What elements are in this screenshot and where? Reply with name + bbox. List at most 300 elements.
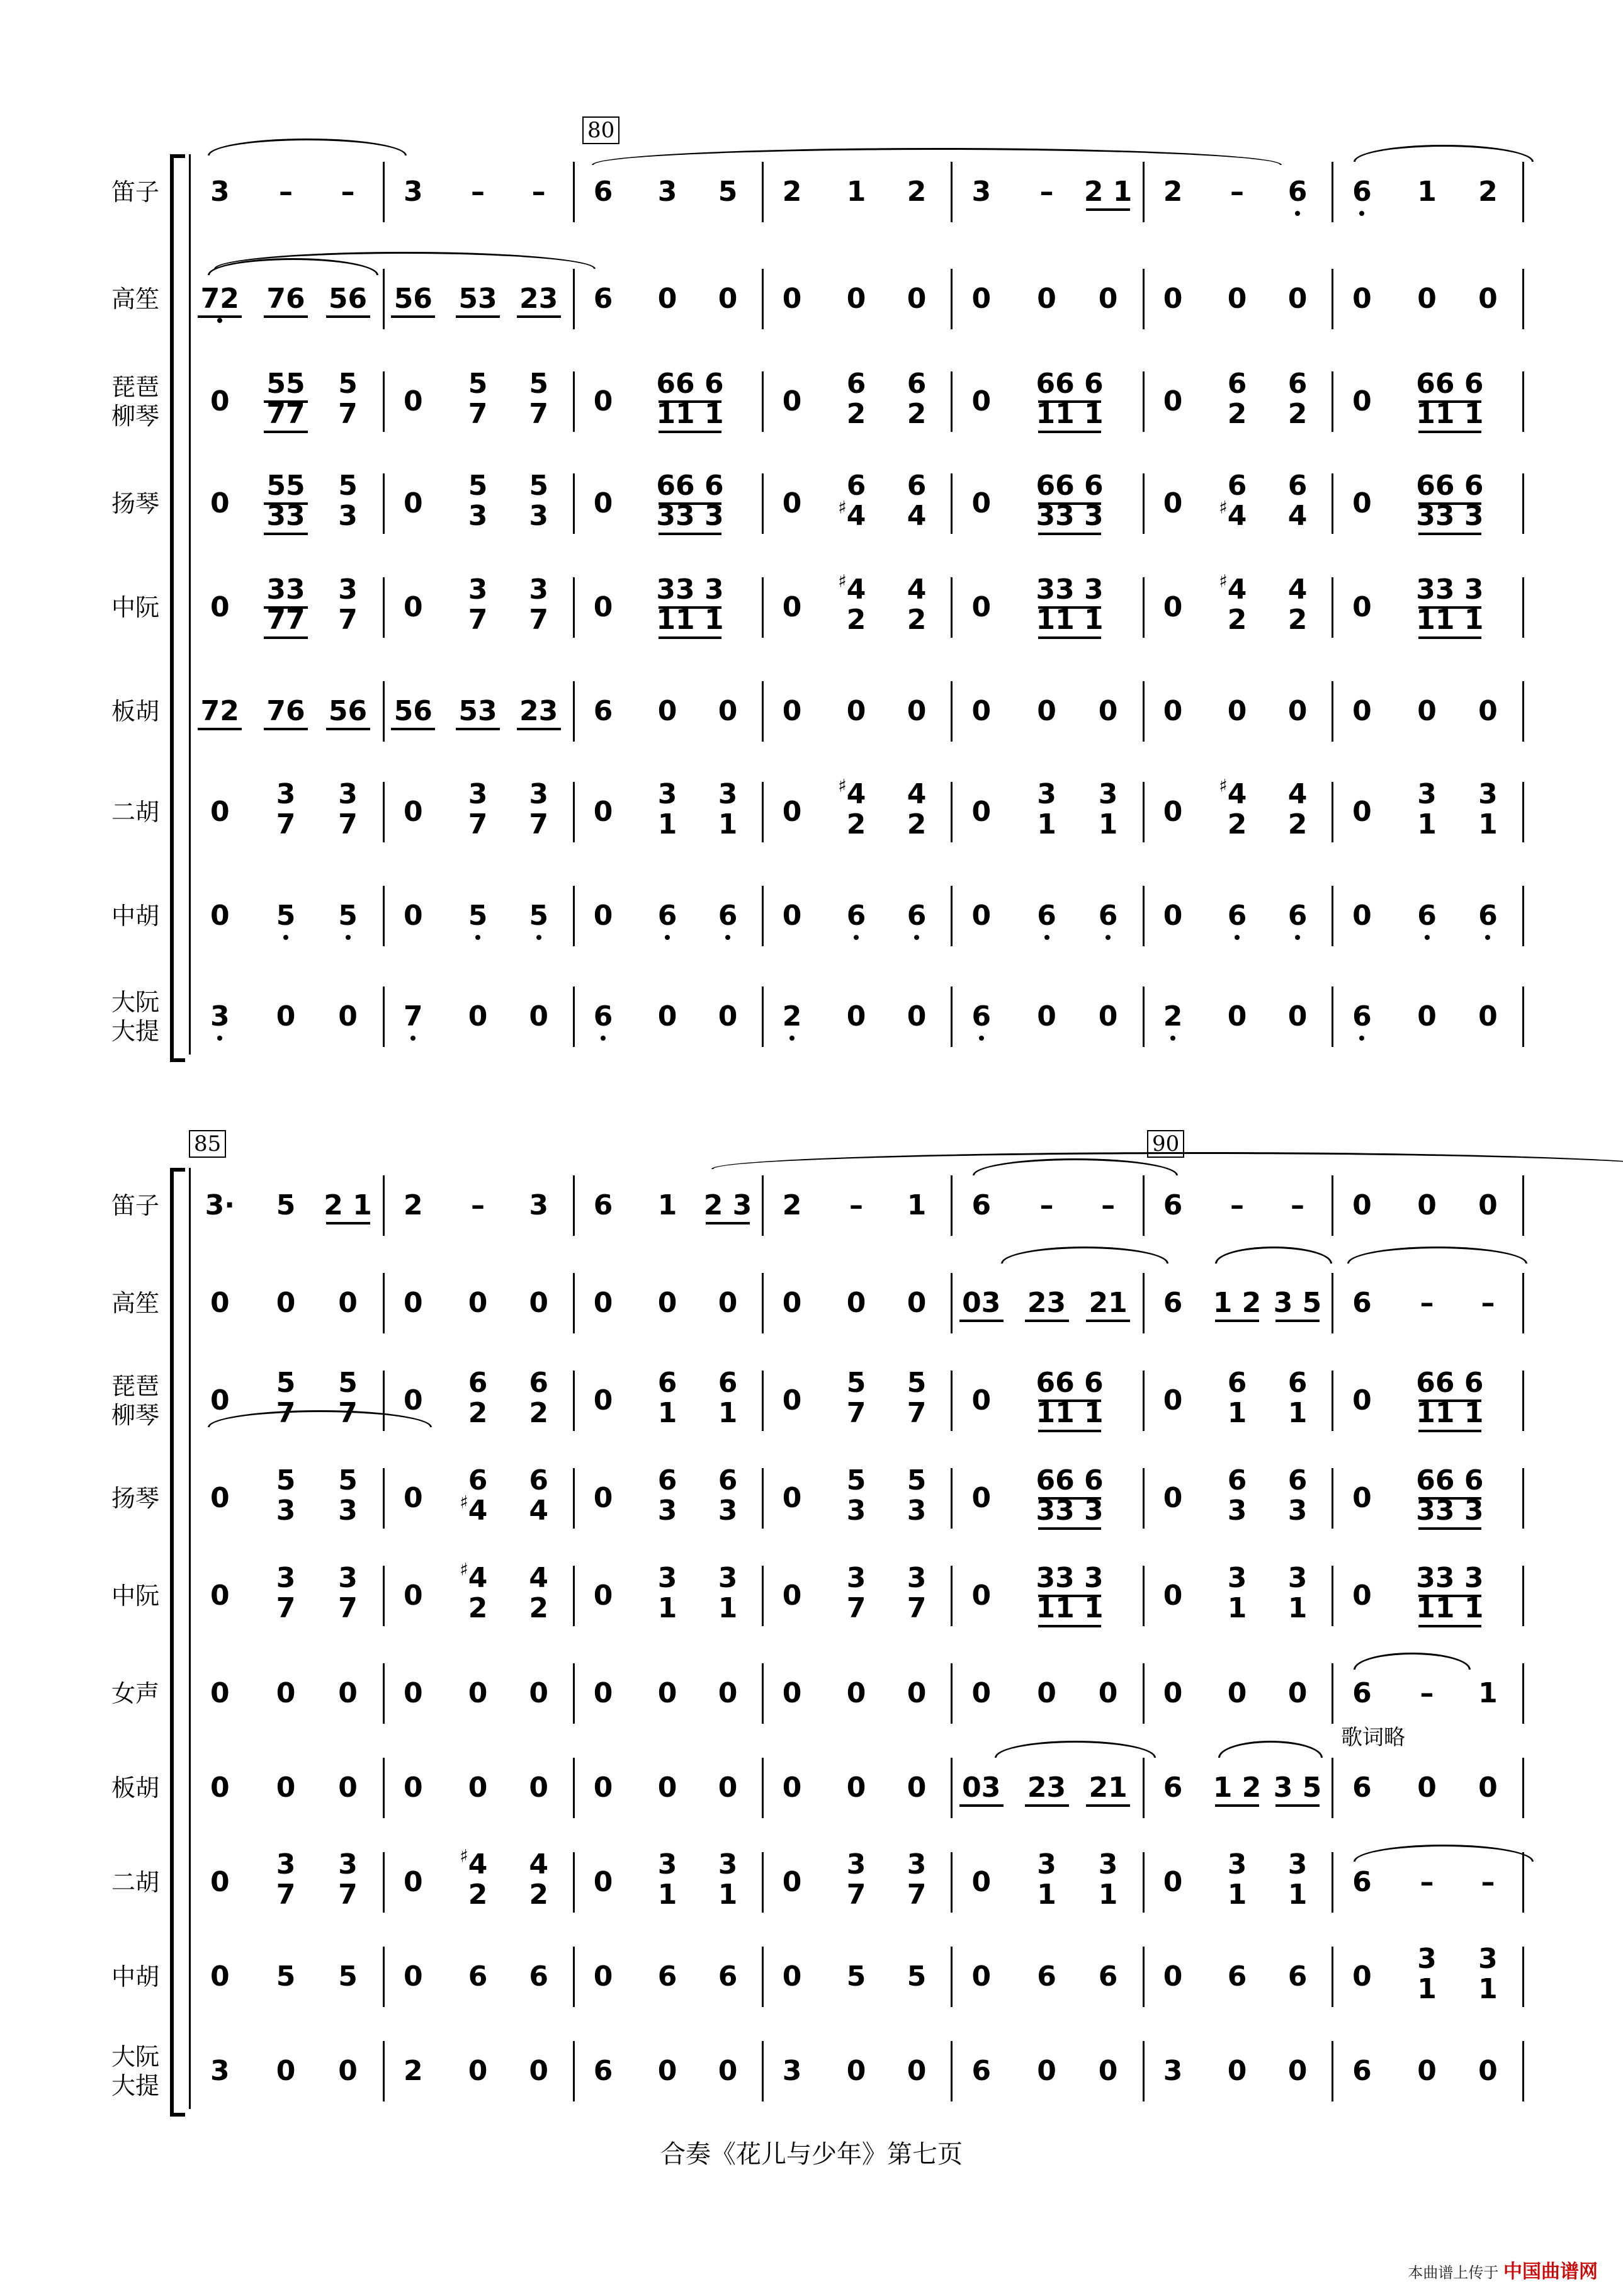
barline [573, 2041, 575, 2101]
note-upper: 3 [1417, 778, 1437, 810]
note: 56 [328, 695, 368, 727]
note-lower: 77 [266, 604, 305, 636]
note-lower: 11 1 [1036, 398, 1104, 430]
note: – [1420, 1287, 1434, 1319]
note: 0 [907, 1000, 927, 1032]
barline [1522, 1566, 1524, 1626]
note-lower: 2 [1227, 604, 1247, 636]
note-upper: 6 [1227, 470, 1247, 502]
note-lower: 7 [276, 808, 296, 840]
note: 2 [782, 1189, 802, 1221]
note-beam [959, 1804, 1004, 1807]
note: 0 [1478, 1000, 1498, 1032]
barline [1143, 1175, 1145, 1236]
note: 0 [210, 591, 230, 623]
note: 5 [338, 1960, 358, 1993]
note: 0 [276, 1000, 296, 1032]
note: 23 [519, 695, 558, 727]
note-beam [264, 315, 308, 318]
note-lower: 1 [718, 1397, 738, 1429]
note: 6 [1352, 1677, 1372, 1709]
note-upper: 6 [1227, 1464, 1247, 1496]
note: 21 [1089, 1772, 1128, 1804]
note-lower: 1 [1227, 1879, 1247, 1911]
note-lower: 11 1 [1416, 398, 1484, 430]
note: 56 [328, 283, 368, 315]
barline [762, 1273, 764, 1333]
barline [762, 1758, 764, 1818]
note-upper: 4 [468, 1848, 488, 1880]
note: 0 [593, 1287, 613, 1319]
barline [762, 1852, 764, 1913]
note: 0 [1163, 900, 1183, 932]
note-lower: 33 [266, 500, 305, 532]
note: 0 [276, 2055, 296, 2087]
note: 0 [1287, 695, 1308, 727]
note-octave-dot [410, 1036, 416, 1041]
barline [1332, 1758, 1333, 1818]
note: 0 [971, 1677, 992, 1709]
note: 0 [210, 1482, 230, 1514]
note: – [1481, 1287, 1495, 1319]
barline [951, 2041, 953, 2101]
note-upper: 6 [1227, 1367, 1247, 1399]
note-octave-dot [601, 1036, 606, 1041]
note-octave-dot [1359, 211, 1364, 216]
slur-mark [214, 252, 596, 269]
note-beam [1275, 1804, 1320, 1807]
note: – [471, 1189, 485, 1221]
barline [1522, 473, 1524, 534]
note-lower: 1 [657, 1879, 677, 1911]
slur-mark [1215, 1247, 1332, 1264]
barline [573, 1852, 575, 1913]
note: 53 [458, 283, 497, 315]
note: 0 [971, 1384, 992, 1417]
note-lower-beam [264, 431, 308, 433]
note: 0 [593, 1960, 613, 1993]
note: 3 [210, 176, 230, 208]
barline [573, 162, 575, 222]
note: 0 [657, 1772, 677, 1804]
note-lower: 3 [657, 1495, 677, 1527]
note: 0 [210, 1384, 230, 1417]
barline [383, 2041, 385, 2101]
note: 0 [1287, 283, 1308, 315]
note-lower: 1 [1098, 1879, 1118, 1911]
note: 5 [338, 900, 358, 932]
note: 6 [718, 1960, 738, 1993]
barline [1332, 1273, 1333, 1333]
note: 0 [782, 487, 802, 519]
note: 0 [1478, 1189, 1498, 1221]
note-upper: 66 6 [656, 368, 724, 400]
note-upper: 66 6 [656, 470, 724, 502]
instrument-label: 扬琴 [111, 490, 159, 517]
note: 0 [718, 1772, 738, 1804]
note: 72 [200, 695, 239, 727]
barline [1522, 1273, 1524, 1333]
note: 0 [593, 900, 613, 932]
note: 0 [1163, 283, 1183, 315]
barline [1522, 2041, 1524, 2101]
note: 0 [404, 385, 423, 417]
note-lower: 3 [1227, 1495, 1247, 1527]
note: 0 [782, 1772, 802, 1804]
note: 0 [1163, 695, 1183, 727]
note-lower-beam [1418, 636, 1481, 639]
note-upper: 33 3 [1036, 1562, 1104, 1594]
note-upper: 3 [718, 1848, 738, 1880]
note-beam [517, 315, 561, 318]
note: 0 [404, 1960, 423, 1993]
note-beam [391, 728, 435, 730]
note: 6 [1287, 900, 1308, 932]
watermark [1408, 2256, 1598, 2283]
note-upper: 6 [529, 1464, 548, 1496]
note: 6 [593, 695, 613, 727]
note: – [471, 176, 485, 208]
note-upper: 66 6 [1036, 1367, 1104, 1399]
barline [1522, 371, 1524, 432]
note-beam [1215, 1804, 1259, 1807]
note: 0 [1478, 695, 1498, 727]
note-upper: 66 6 [1416, 1367, 1484, 1399]
note: 0 [1417, 1189, 1437, 1221]
note-lower: 1 [1287, 1592, 1308, 1624]
barline [951, 1758, 953, 1818]
note: 0 [657, 1287, 677, 1319]
note-upper: 55 [266, 368, 305, 400]
barline [1143, 371, 1145, 432]
barline [1522, 162, 1524, 222]
note-octave-dot [217, 318, 222, 323]
note-upper: 6 [1227, 368, 1247, 400]
barline [1332, 1566, 1333, 1626]
note: 0 [593, 487, 613, 519]
note-lower: 11 1 [1416, 1592, 1484, 1624]
note: 5 [907, 1960, 927, 1993]
slur-mark [1218, 1741, 1323, 1758]
note-upper: 6 [1287, 1464, 1308, 1496]
barline [383, 1758, 385, 1818]
note-lower: 7 [846, 1592, 866, 1624]
barline [1522, 987, 1524, 1047]
barline [573, 1273, 575, 1333]
note-lower: 3 [529, 500, 548, 532]
note-upper: 3 [338, 1562, 358, 1594]
note-upper: 3 [529, 574, 548, 606]
note: 23 [519, 283, 558, 315]
note-upper: 3 [907, 1562, 927, 1594]
note: – [531, 176, 546, 208]
note-upper: 3 [529, 778, 548, 810]
note: 2 1 [324, 1189, 372, 1221]
note-upper: 3 [1098, 1848, 1118, 1880]
note: 0 [404, 1677, 423, 1709]
note-upper: 6 [468, 1464, 488, 1496]
barline [762, 1468, 764, 1529]
note: 0 [1098, 2055, 1118, 2087]
note-upper: 55 [266, 470, 305, 502]
note-lower: 3 [1287, 1495, 1308, 1527]
note-lower: 11 1 [1416, 604, 1484, 636]
note: 0 [782, 1960, 802, 1993]
instrument-label: 二胡 [111, 798, 159, 826]
note-lower-beam [659, 533, 721, 535]
note-upper: 4 [907, 574, 927, 606]
note: 0 [593, 385, 613, 417]
note-lower: 2 [1287, 398, 1308, 430]
barline [1332, 987, 1333, 1047]
note: 2 [404, 1189, 423, 1221]
note-octave-dot [979, 1036, 984, 1041]
barline [383, 1947, 385, 2007]
barline [383, 1175, 385, 1236]
barline [951, 371, 953, 432]
note: 5 [718, 176, 738, 208]
note: 1 [657, 1189, 677, 1221]
note: 6 [593, 1000, 613, 1032]
note: 6 [529, 1960, 548, 1993]
note: 0 [1163, 1482, 1183, 1514]
note: 0 [338, 1000, 358, 1032]
barline [762, 2041, 764, 2101]
barline [951, 1947, 953, 2007]
note-lower: 7 [338, 1879, 358, 1911]
note: 0 [846, 2055, 866, 2087]
barline [951, 1663, 953, 1724]
note-beam [1025, 1804, 1069, 1807]
note-lower-sharp: ♯ [838, 497, 847, 518]
note-lower: 7 [846, 1879, 866, 1911]
barline [1143, 473, 1145, 534]
barline [1143, 886, 1145, 946]
note-upper: 3 [468, 574, 488, 606]
note: 5 [276, 1189, 296, 1221]
note: 0 [468, 1677, 488, 1709]
note: 0 [404, 1866, 423, 1898]
note-upper: 33 [266, 574, 305, 606]
note-lower: 4 [846, 500, 866, 532]
note-octave-dot [536, 935, 541, 940]
barline [951, 1566, 953, 1626]
note-upper: 5 [907, 1367, 927, 1399]
note-lower: 2 [846, 604, 866, 636]
note-upper: 3 [1227, 1562, 1247, 1594]
note-upper: 6 [1287, 368, 1308, 400]
note-lower: 1 [1417, 808, 1437, 840]
note-lower: 1 [1478, 1973, 1498, 2005]
note-upper: 4 [529, 1562, 548, 1594]
barline [762, 473, 764, 534]
lyric-note: 歌词略 [1341, 1725, 1405, 1750]
note-upper: 4 [1287, 574, 1308, 606]
note-octave-dot [1235, 935, 1240, 940]
note: 0 [1287, 1677, 1308, 1709]
note: 0 [1037, 2055, 1056, 2087]
note: 72 [200, 283, 239, 315]
note-lower: 33 3 [1036, 500, 1104, 532]
instrument-label: 中胡 [111, 902, 159, 930]
note-beam [326, 728, 370, 730]
note: 21 [1089, 1287, 1128, 1319]
note-octave-dot [789, 1036, 795, 1041]
note: 0 [529, 1000, 548, 1032]
note: 6 [593, 1189, 613, 1221]
note: 6 [593, 2055, 613, 2087]
note-beam [391, 315, 435, 318]
note: 0 [1037, 1000, 1056, 1032]
note: 0 [846, 695, 866, 727]
note-octave-dot [1170, 1036, 1175, 1041]
note: 0 [907, 1287, 927, 1319]
note: 23 [1027, 1772, 1066, 1804]
barline [762, 886, 764, 946]
note-upper: 3 [718, 778, 738, 810]
instrument-label: 琵琶 柳琴 [111, 373, 159, 430]
instrument-label: 大阮 大提 [111, 2043, 159, 2100]
note: 0 [210, 1960, 230, 1993]
note: 0 [718, 283, 738, 315]
note-lower: 2 [1227, 808, 1247, 840]
barline [951, 1175, 953, 1236]
note-upper: 6 [1287, 470, 1308, 502]
instrument-label: 板胡 [111, 698, 159, 725]
barline [762, 577, 764, 638]
note-octave-dot [217, 1036, 222, 1041]
note: 6 [907, 900, 927, 932]
note: 0 [782, 283, 802, 315]
note: 1 [907, 1189, 927, 1221]
barline [1143, 1663, 1145, 1724]
barline [1143, 269, 1145, 329]
note: 0 [1163, 385, 1183, 417]
note: 0 [1098, 1677, 1118, 1709]
barline [383, 371, 385, 432]
note: – [1420, 1677, 1434, 1709]
note: – [1230, 1189, 1244, 1221]
barline [1522, 1663, 1524, 1724]
barline [1332, 681, 1333, 742]
note: 1 [846, 176, 866, 208]
note-upper: 3 [1037, 778, 1056, 810]
barline [762, 1175, 764, 1236]
barline [1332, 1175, 1333, 1236]
note-upper: 3 [657, 1848, 677, 1880]
slur-mark [1354, 1653, 1471, 1670]
note: 0 [1163, 796, 1183, 828]
note-lower: 3 [846, 1495, 866, 1527]
note-lower: 1 [1287, 1397, 1308, 1429]
slur-mark [1347, 1247, 1527, 1264]
note: 0 [210, 900, 230, 932]
barline [1332, 473, 1333, 534]
barline [573, 577, 575, 638]
note: 0 [971, 591, 992, 623]
barline [383, 269, 385, 329]
barline [1332, 1947, 1333, 2007]
note-upper: 3 [276, 1848, 296, 1880]
note: 0 [657, 1000, 677, 1032]
instrument-label: 琵琶 柳琴 [111, 1372, 159, 1429]
note: 6 [971, 1189, 992, 1221]
note-lower: 4 [1227, 500, 1247, 532]
barline [1143, 1566, 1145, 1626]
note-octave-dot [283, 935, 288, 940]
note-upper: 4 [468, 1562, 488, 1594]
note: 0 [404, 1772, 423, 1804]
note: 0 [971, 1580, 992, 1612]
note-upper: 5 [468, 368, 488, 400]
note-upper: 33 3 [656, 574, 724, 606]
note-upper: 3 [338, 574, 358, 606]
note-lower: 4 [1287, 500, 1308, 532]
note-upper: 5 [846, 1464, 866, 1496]
slur-mark [592, 148, 1282, 165]
note-lower: 2 [468, 1879, 488, 1911]
note: 0 [782, 1287, 802, 1319]
note-upper: 5 [529, 368, 548, 400]
barline [573, 1468, 575, 1529]
note: – [1039, 1189, 1054, 1221]
note: 0 [593, 1677, 613, 1709]
note: 6 [1163, 1287, 1183, 1319]
note: 0 [718, 695, 738, 727]
note-upper: 5 [338, 1367, 358, 1399]
note: 0 [210, 1866, 230, 1898]
note: 0 [1227, 1677, 1247, 1709]
note: 0 [1163, 1677, 1183, 1709]
barline [573, 1947, 575, 2007]
note-upper: 5 [468, 470, 488, 502]
instrument-label: 笛子 [111, 178, 159, 206]
barline [1332, 269, 1333, 329]
barline [1143, 577, 1145, 638]
note: 6 [1352, 1000, 1372, 1032]
note-octave-dot [1359, 1036, 1364, 1041]
note: 0 [1098, 283, 1118, 315]
note-lower-beam [264, 636, 308, 639]
note: 0 [210, 385, 230, 417]
barline [1522, 782, 1524, 842]
note-lower: 11 1 [1036, 604, 1104, 636]
barline [1332, 1468, 1333, 1529]
note-lower: 4 [907, 500, 927, 532]
note: 03 [962, 1772, 1001, 1804]
barline [951, 782, 953, 842]
note: 0 [404, 591, 423, 623]
note: – [1291, 1189, 1304, 1221]
note: 3 [782, 2055, 802, 2087]
barline [1522, 1175, 1524, 1236]
note: – [849, 1189, 863, 1221]
note-upper: 4 [1287, 778, 1308, 810]
note-lower-beam [1038, 636, 1101, 639]
note-lower: 7 [907, 1592, 927, 1624]
instrument-label: 中阮 [111, 1582, 159, 1610]
note-upper: 3 [718, 1562, 738, 1594]
note-upper: 33 3 [1416, 1562, 1484, 1594]
note-beam [326, 315, 370, 318]
barline [1332, 577, 1333, 638]
note: 6 [657, 900, 677, 932]
note: 0 [1352, 1960, 1372, 1993]
note-upper: 3 [1478, 778, 1498, 810]
page-footer: 合奏《花儿与少年》第七页 [660, 2140, 963, 2169]
note-beam [517, 728, 561, 730]
note-lower: 2 [529, 1592, 548, 1624]
